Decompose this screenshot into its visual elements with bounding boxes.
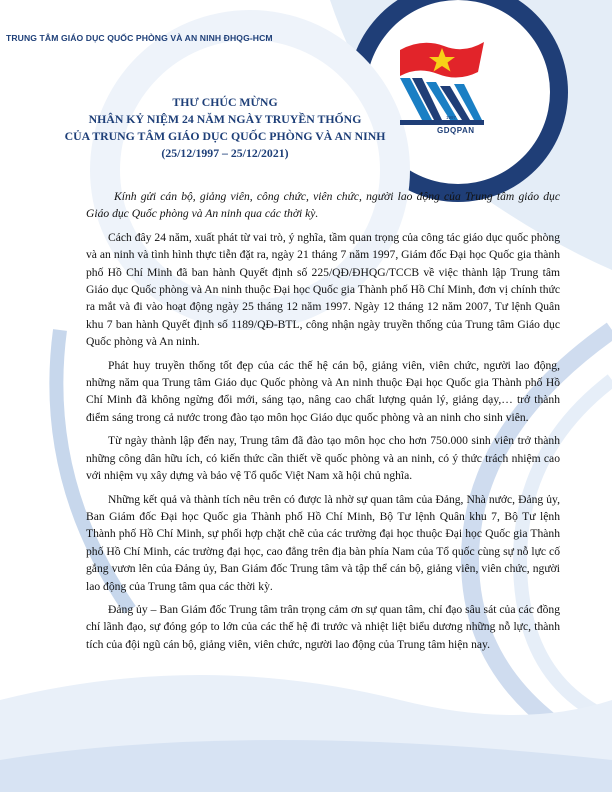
title-line-4: (25/12/1997 – 25/12/2021) — [161, 146, 289, 160]
greeting: Kính gửi cán bộ, giảng viên, công chức, viên chức, người lao động của Trung tâm giáo dục Giáo dục Quốc phòng và An ninh qua các thời kỳ. — [86, 190, 560, 221]
title-line-1: THƯ CHÚC MỪNG — [172, 95, 278, 109]
letter-body — [86, 188, 560, 659]
paragraph-4: Những kết quả và thành tích nêu trên có được là nhờ sự quan tâm của Đảng, Nhà nước, Đảng ủy, Ban Giám đốc Đại học Quốc gia Thành phố Hồ Chí Minh, Bộ Tư lệnh Quân khu 7, Bộ Tư lệnh Thành phố Hồ Chí Minh, sự phối hợp chặt chẽ của các trường đại học thuộc Đại học Quốc gia Thành phố Hồ Chí Minh, các trường đại học, cao đẳng trên địa bàn phía Nam của Tổ quốc cùng sự nỗ lực cố gắng vươn lên của Đảng ủy, Ban Giám đốc Trung tâm và tập thể cán bộ, giảng viên, viên chức, người lao động của Trung tâm qua các thời kỳ. — [86, 492, 560, 593]
letter-title — [40, 94, 410, 162]
logo-text: GDQPAN — [437, 126, 475, 135]
header-band — [0, 28, 430, 48]
paragraph-3: Từ ngày thành lập đến nay, Trung tâm đã đào tạo môn học cho hơn 750.000 sinh viên trở thành những công dân hữu ích, có kiến thức cần thiết về quốc phòng và an ninh, có ý thức trách nhiệm cao với nhiệm vụ xây dựng và bảo vệ Tổ quốc Việt Nam xã hội chủ nghĩa. — [86, 434, 560, 483]
title-line-2: NHÂN KỶ NIỆM 24 NĂM NGÀY TRUYỀN THỐNG — [88, 112, 362, 126]
title-line-3: CỦA TRUNG TÂM GIÁO DỤC QUỐC PHÒNG VÀ AN NINH — [64, 129, 386, 143]
organization-name: TRUNG TÂM GIÁO DỤC QUỐC PHÒNG VÀ AN NINH ĐHQG-HCM — [6, 33, 273, 43]
logo-year: 1997 — [446, 115, 457, 120]
paragraph-1: Cách đây 24 năm, xuất phát từ vai trò, ý nghĩa, tầm quan trọng của công tác giáo dục quốc phòng và an ninh và tình hình thực tiễn đặt ra, ngày 21 tháng 7 năm 1997, Giám đốc Đại học Quốc gia thành phố Hồ Chí Minh đã ban hành Quyết định số 225/QĐ/ĐHQG/TCCB về việc thành lập Trung tâm Giáo dục Quốc phòng và An ninh thuộc Đại học Quốc gia Thành phố Hồ Chí Minh, đơn vị chính thức ra mắt và đi vào hoạt động ngày 25 tháng 12 năm 1997. Ngày 12 tháng 12 năm 2007, Tư lệnh Quân khu 7 ban hành Quyết định số 1189/QĐ-BTL, công nhận ngày truyền thống của Trung tâm Giáo dục Quốc phòng và An ninh. — [86, 230, 560, 349]
paragraph-5: Đảng ủy – Ban Giám đốc Trung tâm trân trọng cảm ơn sự quan tâm, chỉ đạo sâu sát của các đồng chí lãnh đạo, sự đóng góp to lớn của các thế hệ đi trước và nhiệt liệt biểu dương những nỗ lực, thành tích của đội ngũ cán bộ, giảng viên, viên chức, người lao động của Trung tâm hiện nay. — [86, 602, 560, 651]
paragraph-2: Phát huy truyền thống tốt đẹp của các thế hệ cán bộ, giảng viên, viên chức, người lao động, những năm qua Trung tâm Giáo dục Quốc phòng và An ninh thuộc Đại học Quốc gia Thành phố Hồ Chí Minh đã không ngừng đổi mới, sáng tạo, nâng cao chất lượng quản lý, giảng dạy,… trở thành điểm sáng trong cả nước trong đào tạo môn học Giáo dục quốc phòng và an ninh cho sinh viên. — [86, 358, 560, 424]
